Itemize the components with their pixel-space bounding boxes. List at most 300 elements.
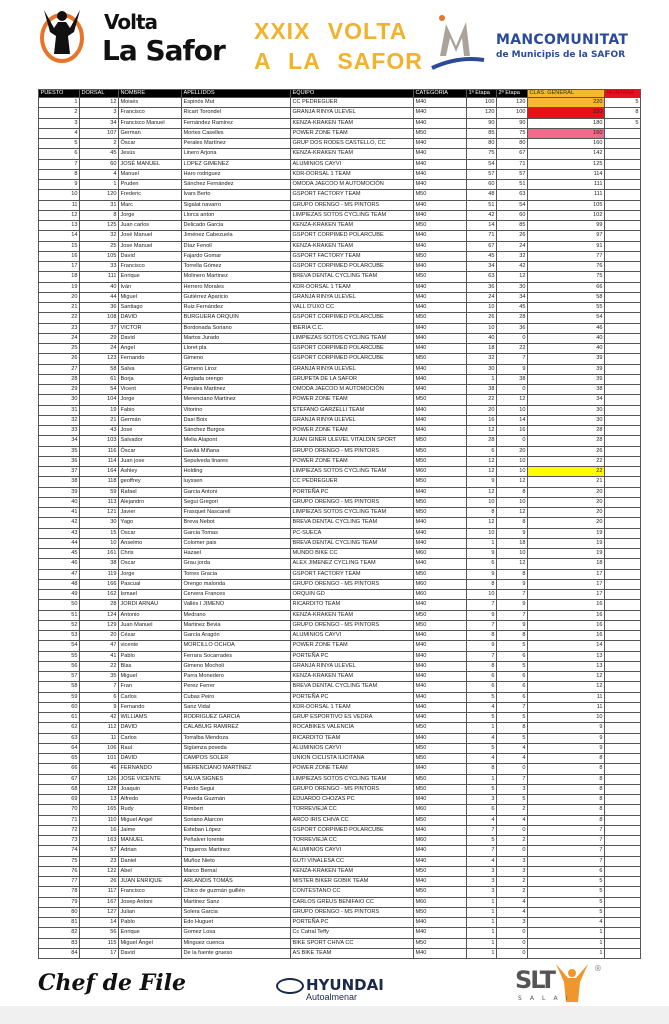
cell-nombre: Pruden (119, 180, 182, 190)
cell-apellidos: García Aragón (182, 631, 291, 641)
cell-nombre: Jorge (119, 569, 182, 579)
cell-nombre: DAVID (119, 313, 182, 323)
cell-equipo: ALUMINIOS CAYVI (291, 743, 414, 753)
cell-montana (605, 344, 641, 354)
cell-etapa2: 75 (497, 128, 528, 138)
cell-etapa2: 0 (497, 333, 528, 343)
cell-dorsal: 104 (80, 395, 119, 405)
cell-etapa2: 0 (497, 825, 528, 835)
cell-montana (605, 385, 641, 395)
cell-etapa1: 1 (467, 774, 497, 784)
cell-equipo: GSPORT CORPIMED POLARCUBE (291, 313, 414, 323)
cell-equipo: ROCABIKES VALENCIA (291, 723, 414, 733)
cell-etapa2: 10 (497, 497, 528, 507)
cell-puesto: 80 (39, 907, 80, 917)
table-row (39, 477, 641, 487)
cell-puesto: 35 (39, 446, 80, 456)
cell-apellidos: Molinero Martinez (182, 272, 291, 282)
cell-equipo: VALL D'UXO CC (291, 303, 414, 313)
cell-etapa1: 57 (467, 169, 497, 179)
cell-nombre: Fernando (119, 354, 182, 364)
cell-clas-general: 102 (528, 210, 605, 220)
cell-apellidos: Martinez Sanz (182, 897, 291, 907)
cell-montana (605, 303, 641, 313)
cell-equipo: Cc Catral Teffy (291, 928, 414, 938)
cell-clas-general: 160 (528, 139, 605, 149)
cell-nombre: Francisco (119, 262, 182, 272)
cell-clas-general: 76 (528, 262, 605, 272)
cell-categoria: M40 (414, 282, 467, 292)
cell-categoria: M40 (414, 856, 467, 866)
cell-clas-general: 142 (528, 149, 605, 159)
cell-categoria: M40 (414, 200, 467, 210)
column-header-etapa1: 1ª Etapa (467, 90, 497, 98)
cell-apellidos: Holding (182, 467, 291, 477)
cell-apellidos: Gomez Losa (182, 928, 291, 938)
cell-nombre: Pascual (119, 579, 182, 589)
table-row (39, 815, 641, 825)
table-row (39, 631, 641, 641)
cell-categoria: M40 (414, 795, 467, 805)
cell-clas-general: 111 (528, 180, 605, 190)
table-row (39, 938, 641, 948)
table-row (39, 538, 641, 548)
cell-nombre: Santiago (119, 303, 182, 313)
cell-equipo: LIMPIEZAS SOTOS CYCLING TEAM (291, 774, 414, 784)
cell-etapa2: 4 (497, 897, 528, 907)
cell-etapa1: 9 (467, 610, 497, 620)
cell-nombre: Jorge (119, 395, 182, 405)
cell-nombre: DAVID (119, 723, 182, 733)
cell-etapa2: 30 (497, 282, 528, 292)
cell-equipo: GRANJA RINYA ULEVEL (291, 661, 414, 671)
table-row (39, 333, 641, 343)
cell-puesto: 18 (39, 272, 80, 282)
cell-clas-general: 5 (528, 887, 605, 897)
table-row (39, 272, 641, 282)
cell-etapa1: 3 (467, 866, 497, 876)
cell-clas-general: 17 (528, 590, 605, 600)
cell-clas-general: 22 (528, 467, 605, 477)
table-row (39, 661, 641, 671)
cell-equipo: GRUPO ORENGO - MS PINTORS (291, 446, 414, 456)
cell-montana (605, 764, 641, 774)
cell-clas-general: 39 (528, 354, 605, 364)
table-row (39, 743, 641, 753)
cell-montana (605, 333, 641, 343)
cell-montana (605, 364, 641, 374)
cell-etapa1: 100 (467, 98, 497, 108)
cell-clas-general: 125 (528, 159, 605, 169)
cell-equipo: GUTI VINALESA CC (291, 856, 414, 866)
cell-apellidos: Gimeno Liroz (182, 364, 291, 374)
cell-puesto: 63 (39, 733, 80, 743)
cell-equipo: TORREVIEJA CC (291, 805, 414, 815)
cell-montana (605, 743, 641, 753)
cell-puesto: 16 (39, 251, 80, 261)
cell-puesto: 48 (39, 579, 80, 589)
cell-apellidos: RODRIGUEZ GARCIA (182, 713, 291, 723)
cell-etapa2: 7 (497, 610, 528, 620)
cell-puesto: 6 (39, 149, 80, 159)
cell-apellidos: Jiménez Cabezuela (182, 231, 291, 241)
cell-nombre: Óscar (119, 446, 182, 456)
table-row (39, 528, 641, 538)
cell-equipo: MUNDO BIKE CC (291, 549, 414, 559)
cell-nombre: JOSE VICENTE (119, 774, 182, 784)
table-row (39, 159, 641, 169)
cell-nombre: Rafael (119, 487, 182, 497)
table-row (39, 374, 641, 384)
cell-clas-general: 58 (528, 292, 605, 302)
cell-etapa2: 10 (497, 456, 528, 466)
cell-apellidos: Ivars Berto (182, 190, 291, 200)
cell-nombre: Jesús (119, 149, 182, 159)
cell-equipo: POWER ZONE TEAM (291, 641, 414, 651)
cell-dorsal: 163 (80, 836, 119, 846)
cell-apellidos: Breva Nebot (182, 518, 291, 528)
cell-montana (605, 579, 641, 589)
cell-categoria: M50 (414, 272, 467, 282)
cell-dorsal: 4 (80, 169, 119, 179)
cell-puesto: 29 (39, 385, 80, 395)
cell-etapa1: 7 (467, 825, 497, 835)
cell-nombre: Francisco (119, 108, 182, 118)
cell-puesto: 47 (39, 569, 80, 579)
cell-categoria: M60 (414, 836, 467, 846)
cell-categoria: M40 (414, 702, 467, 712)
cell-nombre: Adrian (119, 846, 182, 856)
cell-categoria: M40 (414, 98, 467, 108)
table-row (39, 907, 641, 917)
cell-nombre: Jaime (119, 825, 182, 835)
cell-etapa2: 0 (497, 846, 528, 856)
cell-nombre: Fabio (119, 405, 182, 415)
cell-montana (605, 682, 641, 692)
cell-apellidos: Gavilá Miñana (182, 446, 291, 456)
cell-apellidos: Garcia Antoni (182, 487, 291, 497)
cell-montana (605, 866, 641, 876)
table-row (39, 682, 641, 692)
cell-clas-general: 160 (528, 128, 605, 138)
cell-categoria: M40 (414, 764, 467, 774)
cell-clas-general: 5 (528, 907, 605, 917)
cell-dorsal: 61 (80, 374, 119, 384)
cell-nombre: Oscar (119, 559, 182, 569)
cell-apellidos: Trigueros Martinez (182, 846, 291, 856)
cell-dorsal: 101 (80, 754, 119, 764)
cell-equipo: JUAN GINER ULEVEL VITALDIN SPORT (291, 436, 414, 446)
cell-nombre: Rudy (119, 805, 182, 815)
cell-puesto: 17 (39, 262, 80, 272)
cell-clas-general: 20 (528, 497, 605, 507)
cell-dorsal: 8 (80, 210, 119, 220)
table-row (39, 180, 641, 190)
cell-apellidos: Chico de guzmán guillén (182, 887, 291, 897)
cell-nombre: JUAN ENRIQUE (119, 877, 182, 887)
cell-nombre: Ashley (119, 467, 182, 477)
table-row (39, 467, 641, 477)
sponsor-hyundai-name: HYUNDAI (306, 976, 384, 994)
cell-montana (605, 323, 641, 333)
cell-categoria: M50 (414, 907, 467, 917)
cell-clas-general: 16 (528, 631, 605, 641)
cell-montana (605, 241, 641, 251)
cell-etapa2: 54 (497, 200, 528, 210)
table-row (39, 405, 641, 415)
cell-categoria: M40 (414, 877, 467, 887)
cell-categoria: M40 (414, 159, 467, 169)
table-row (39, 487, 641, 497)
column-header-dorsal: DORSAL (80, 90, 119, 98)
cell-etapa2: 2 (497, 887, 528, 897)
cell-dorsal: 126 (80, 774, 119, 784)
table-row (39, 866, 641, 876)
cell-puesto: 28 (39, 374, 80, 384)
cell-nombre: Juan jose (119, 456, 182, 466)
cell-etapa2: 9 (497, 528, 528, 538)
cell-etapa2: 10 (497, 549, 528, 559)
cell-nombre: Miguel Ángel (119, 938, 182, 948)
cell-equipo: IBERIA C.C. (291, 323, 414, 333)
cell-puesto: 11 (39, 200, 80, 210)
cell-categoria: M40 (414, 139, 467, 149)
cell-clas-general: 8 (528, 754, 605, 764)
cell-etapa1: 1 (467, 928, 497, 938)
cell-etapa1: 5 (467, 692, 497, 702)
table-row (39, 754, 641, 764)
cell-montana (605, 559, 641, 569)
cell-equipo: POWER ZONE TEAM (291, 395, 414, 405)
cell-apellidos: Marco Bernal (182, 866, 291, 876)
cell-dorsal: 119 (80, 569, 119, 579)
cell-dorsal: 11 (80, 733, 119, 743)
cell-montana (605, 169, 641, 179)
cell-etapa1: 32 (467, 354, 497, 364)
cell-etapa1: 1 (467, 918, 497, 928)
cell-montana (605, 374, 641, 384)
cell-categoria: M40 (414, 118, 467, 128)
cell-equipo: GSPORT CORPIMED POLARCUBE (291, 825, 414, 835)
cell-etapa2: 26 (497, 231, 528, 241)
table-row (39, 169, 641, 179)
cell-etapa1: 22 (467, 395, 497, 405)
cell-nombre: David (119, 251, 182, 261)
table-row (39, 292, 641, 302)
cell-clas-general: 9 (528, 733, 605, 743)
cell-puesto: 54 (39, 641, 80, 651)
cell-apellidos: Vitorino (182, 405, 291, 415)
cell-puesto: 70 (39, 805, 80, 815)
cell-puesto: 57 (39, 672, 80, 682)
cell-dorsal: 122 (80, 866, 119, 876)
cell-dorsal: 38 (80, 559, 119, 569)
cell-dorsal: 30 (80, 518, 119, 528)
cell-montana (605, 272, 641, 282)
cell-montana (605, 149, 641, 159)
cell-nombre: Blas (119, 661, 182, 671)
cell-montana (605, 672, 641, 682)
cell-nombre: Daniel (119, 856, 182, 866)
cell-dorsal: 36 (80, 303, 119, 313)
cell-categoria: M50 (414, 436, 467, 446)
cell-nombre: José Manuel (119, 231, 182, 241)
cell-apellidos: Gimeno (182, 354, 291, 364)
cell-equipo: GRUPO ORENGO - MS PINTORS (291, 497, 414, 507)
table-row (39, 364, 641, 374)
table-row (39, 836, 641, 846)
cell-categoria: M40 (414, 631, 467, 641)
table-row (39, 918, 641, 928)
table-row (39, 200, 641, 210)
event-title-line2: A LA SAFOR (254, 48, 423, 74)
cell-nombre: Fran (119, 682, 182, 692)
cell-puesto: 69 (39, 795, 80, 805)
cell-apellidos: Grau jorda (182, 559, 291, 569)
cell-puesto: 60 (39, 702, 80, 712)
cell-etapa1: 4 (467, 733, 497, 743)
cell-nombre: geoffrey (119, 477, 182, 487)
cell-etapa2: 5 (497, 713, 528, 723)
cell-dorsal: 123 (80, 354, 119, 364)
column-header-puesto: PUESTO (39, 90, 80, 98)
cell-montana (605, 180, 641, 190)
cell-etapa2: 51 (497, 180, 528, 190)
cell-dorsal: 1 (80, 180, 119, 190)
cell-equipo: KDR-DORSAL 1 TEAM (291, 169, 414, 179)
cell-puesto: 59 (39, 692, 80, 702)
sponsor-subtitle: de Municipis de la SAFOR (496, 50, 626, 60)
cell-categoria: M50 (414, 815, 467, 825)
cell-apellidos: Torralba Mendoza (182, 733, 291, 743)
cell-nombre: Manuel (119, 169, 182, 179)
cell-dorsal: 6 (80, 692, 119, 702)
table-row (39, 395, 641, 405)
cell-equipo: LIMPIEZAS SOTOS CYCLING TEAM (291, 508, 414, 518)
cell-nombre: David (119, 948, 182, 958)
cell-etapa1: 5 (467, 743, 497, 753)
cell-montana (605, 487, 641, 497)
cell-etapa2: 10 (497, 405, 528, 415)
cell-etapa2: 12 (497, 272, 528, 282)
cell-equipo: GRUPO ORENGO - MS PINTORS (291, 620, 414, 630)
cell-etapa1: 9 (467, 549, 497, 559)
table-row (39, 641, 641, 651)
cell-apellidos: Sanz Vidal (182, 702, 291, 712)
cell-categoria: M40 (414, 426, 467, 436)
table-row (39, 108, 641, 118)
cell-clas-general: 11 (528, 692, 605, 702)
cell-clas-general: 12 (528, 672, 605, 682)
cell-categoria: M50 (414, 866, 467, 876)
cell-etapa1: 71 (467, 231, 497, 241)
table-row (39, 877, 641, 887)
cell-equipo: POWER ZONE TEAM (291, 128, 414, 138)
cell-nombre: Carlos (119, 733, 182, 743)
cell-apellidos: Perez Ferrer (182, 682, 291, 692)
cell-clas-general: 10 (528, 713, 605, 723)
cell-montana (605, 754, 641, 764)
cell-etapa2: 0 (497, 436, 528, 446)
cell-etapa2: 0 (497, 948, 528, 958)
cell-montana (605, 313, 641, 323)
cell-clas-general: 13 (528, 651, 605, 661)
cell-nombre: Miguel (119, 672, 182, 682)
cell-equipo: STEFANO GARZELLI TEAM (291, 405, 414, 415)
cell-clas-general: 38 (528, 385, 605, 395)
cell-dorsal: 167 (80, 897, 119, 907)
cell-dorsal: 23 (80, 856, 119, 866)
cell-dorsal: 13 (80, 795, 119, 805)
cell-puesto: 77 (39, 877, 80, 887)
cell-etapa2: 18 (497, 538, 528, 548)
cell-dorsal: 113 (80, 497, 119, 507)
cell-equipo: GSPORT CORPIMED POLARCUBE (291, 354, 414, 364)
cell-categoria: M40 (414, 682, 467, 692)
mancomunitat-logo-icon (430, 12, 486, 72)
table-row (39, 549, 641, 559)
cell-etapa1: 7 (467, 846, 497, 856)
cell-etapa2: 5 (497, 733, 528, 743)
cell-clas-general: 9 (528, 743, 605, 753)
cell-clas-general: 1 (528, 928, 605, 938)
cell-apellidos: BURGUERA ORQUIN (182, 313, 291, 323)
cell-clas-general: 17 (528, 569, 605, 579)
cell-montana (605, 354, 641, 364)
cell-dorsal: 121 (80, 508, 119, 518)
cell-etapa1: 6 (467, 672, 497, 682)
cell-etapa2: 34 (497, 292, 528, 302)
table-row (39, 825, 641, 835)
cell-clas-general: 20 (528, 487, 605, 497)
cell-nombre: Carlos (119, 692, 182, 702)
cell-equipo: KENZA-KRAKEN TEAM (291, 118, 414, 128)
cell-categoria: M50 (414, 446, 467, 456)
cell-etapa2: 0 (497, 928, 528, 938)
cell-categoria: M40 (414, 333, 467, 343)
cell-puesto: 39 (39, 487, 80, 497)
cell-montana (605, 631, 641, 641)
cell-clas-general: 77 (528, 251, 605, 261)
cell-equipo: AS BIKE TEAM (291, 948, 414, 958)
cell-categoria: M40 (414, 303, 467, 313)
cell-puesto: 7 (39, 159, 80, 169)
cell-etapa2: 36 (497, 323, 528, 333)
cell-apellidos: Torrella Gómez (182, 262, 291, 272)
logo-text-la-safor: La Safor (102, 34, 225, 67)
cell-etapa2: 6 (497, 672, 528, 682)
cell-apellidos: Bordonada Soriano (182, 323, 291, 333)
cell-apellidos: Minguez cuenca (182, 938, 291, 948)
cell-etapa1: 20 (467, 405, 497, 415)
cell-etapa1: 1 (467, 907, 497, 917)
column-header-clas-general: CLAS. GENERAL (528, 90, 605, 98)
cell-categoria: M40 (414, 528, 467, 538)
cell-puesto: 73 (39, 836, 80, 846)
cell-apellidos: Delicado Garcia (182, 221, 291, 231)
cell-montana (605, 877, 641, 887)
cell-puesto: 32 (39, 415, 80, 425)
cell-apellidos: Linero Arjona (182, 149, 291, 159)
cell-dorsal: 129 (80, 620, 119, 630)
cell-equipo: GSPORT FACTORY TEAM (291, 569, 414, 579)
cell-etapa2: 67 (497, 149, 528, 159)
cell-puesto: 64 (39, 743, 80, 753)
table-row (39, 436, 641, 446)
cell-nombre: Joaquin (119, 784, 182, 794)
cell-clas-general: 97 (528, 231, 605, 241)
cell-nombre: José (119, 426, 182, 436)
